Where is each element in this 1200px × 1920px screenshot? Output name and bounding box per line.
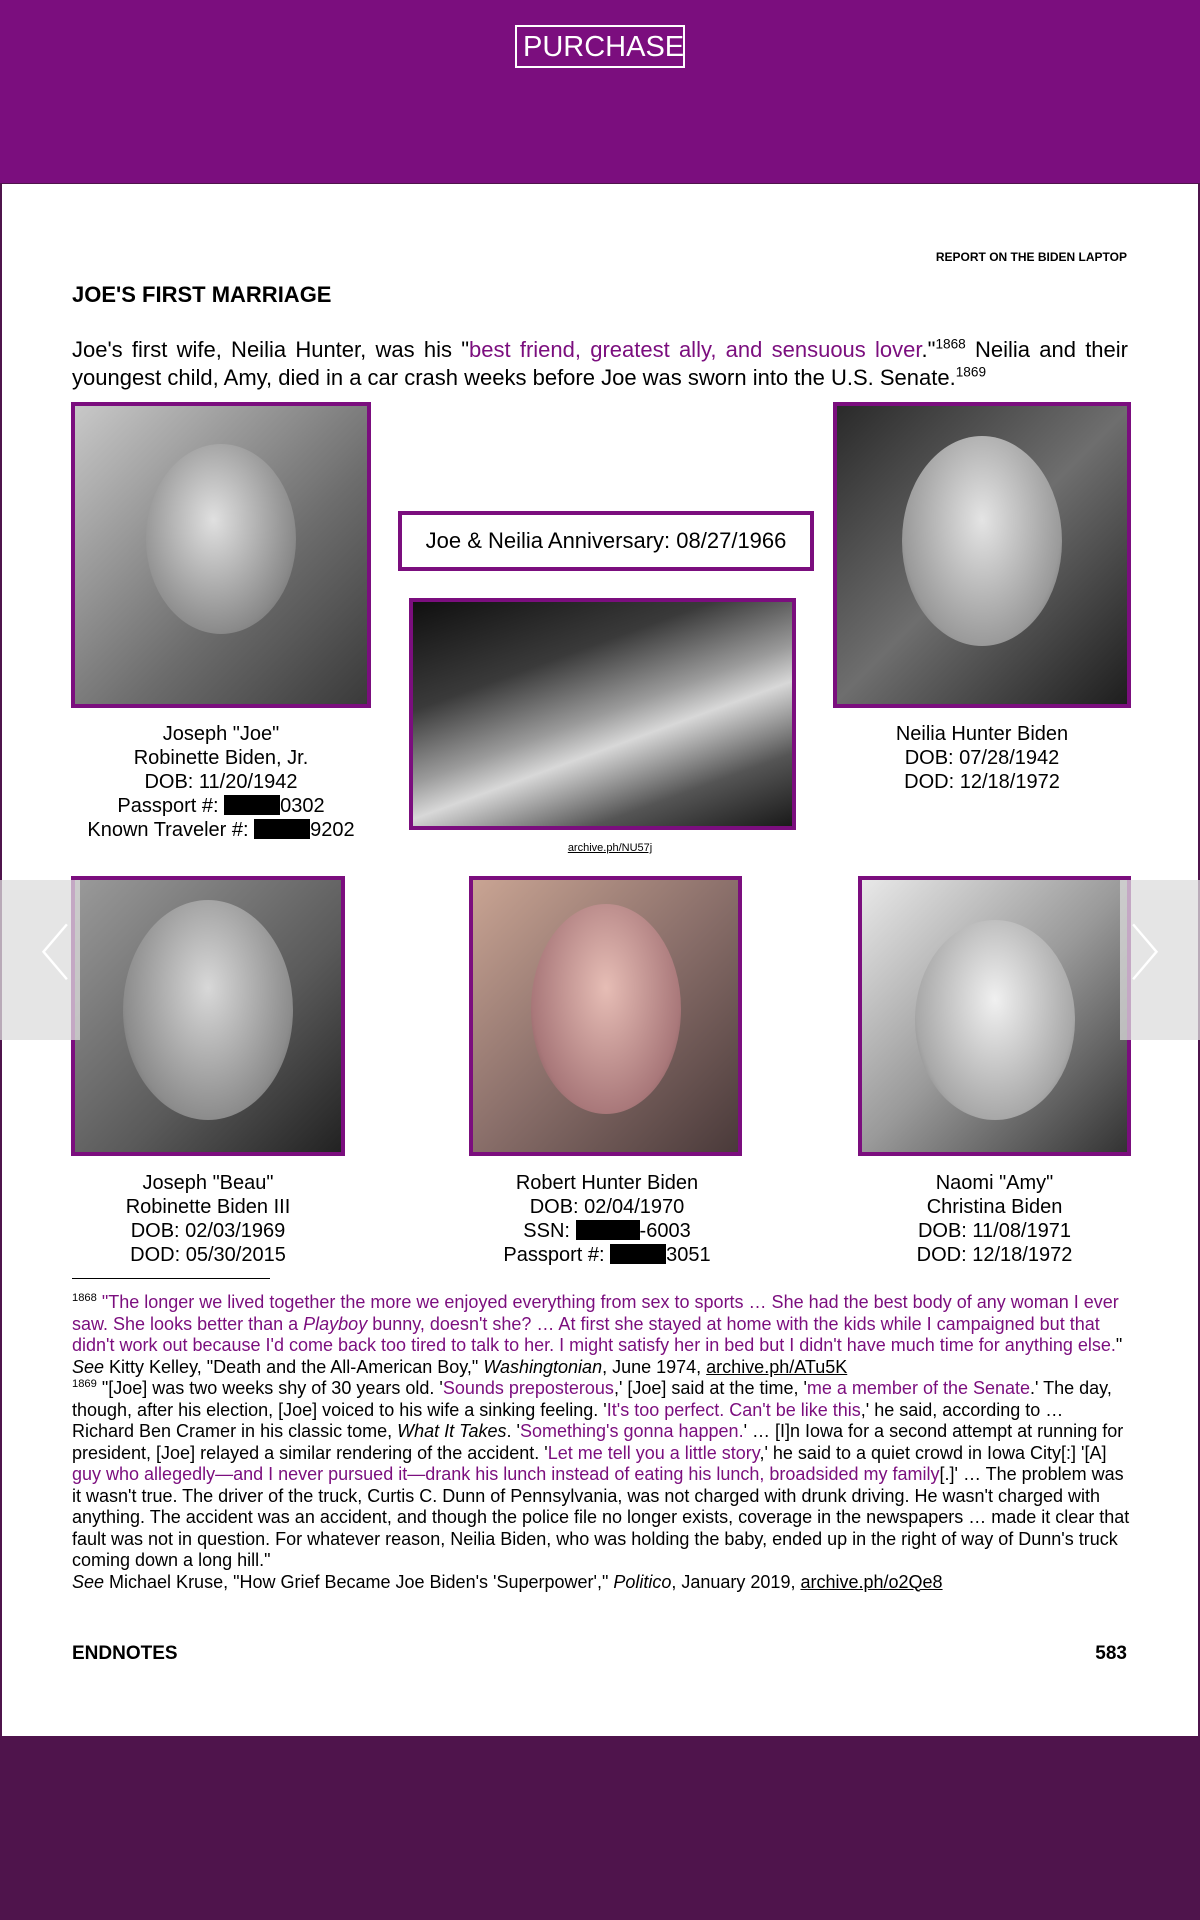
footer-section-label: ENDNOTES <box>72 1643 178 1664</box>
anniversary-box: Joe & Neilia Anniversary: 08/27/1966 <box>398 511 814 571</box>
purchase-button[interactable]: PURCHASE <box>515 25 685 68</box>
amy-caption: Naomi "Amy" Christina Biden DOB: 11/08/1971 DOD: 12/18/1972 <box>916 1172 1073 1266</box>
intro-paragraph: Joe's first wife, Neilia Hunter, was his "best friend, greatest ally, and sensuous lover."$^{1868}$ Neilia and their youngest child, Amy, died in a car crash weeks before Joe was sworn into the U.S. Senate.$^{1869}$ <box>72 336 1128 390</box>
viewer-background <box>0 1736 1200 1920</box>
top-bar <box>0 0 1200 183</box>
hunter-photo <box>469 876 742 1156</box>
document-page <box>2 184 1198 1736</box>
amy-photo <box>858 876 1131 1156</box>
joe-photo <box>71 402 371 708</box>
footnote-divider <box>72 1278 270 1279</box>
footnote-1869: $^{1869}$ "[Joe] was two weeks shy of 30 years old. 'Sounds preposterous,' [Joe] said at the time, 'me a member of the Senate.' The day, though, after his election, [Joe] voiced to his wife a sinking feeling. 'It's too perfect. Can't be like this,' he said, according to … Richard Ben Cramer in his classic tome, What It Takes. 'Something's gonna happen.' … [I]n Iowa for a second attempt at running for president, [Joe] relayed a similar rendering of the accident. 'Let me tell you a little story,' he said to a quiet crowd in Iowa City[:] '[A] guy who allegedly—and I never pursued it—drank his lunch instead of eating his lunch, broadsided my family[.]' … The problem was it wasn't true. The driver of the truck, Curtis C. Dunn of Pennsylvania, was not charged with drunk driving. He wasn't charged with anything. The accident was an accident, and though the police file no longer exists, coverage in the newspapers … made it clear that fault was not in question. For whatever reason, Neilia Biden, who was holding the baby, ended up in the right of way of Dunn's truck coming down a long hill." See Michael Kruse, "How Grief Became Joe Biden's 'Superpower'," Politico, January 2019, archive.ph/o2Qe8 <box>72 1378 1130 1592</box>
section-title: JOE'S FIRST MARRIAGE <box>72 282 332 307</box>
prev-page-arrow-icon[interactable]: 〈 <box>0 880 80 1040</box>
intro-quote: best friend, greatest ally, and sensuous lover <box>469 337 922 362</box>
hunter-caption: Robert Hunter Biden DOB: 02/04/1970 SSN: -6003 Passport #: 3051 <box>503 1172 711 1266</box>
footnote-ref-1869[interactable]: 1869 <box>955 364 987 380</box>
footnote-ref-1868[interactable]: 1868 <box>935 336 966 352</box>
redaction-bar <box>576 1220 640 1240</box>
redaction-bar <box>254 819 310 839</box>
next-page-arrow-icon[interactable]: 〉 <box>1120 880 1200 1040</box>
neilia-caption: Neilia Hunter Biden DOB: 07/28/1942 DOD: 12/18/1972 <box>895 723 1069 793</box>
archive-link[interactable]: archive.ph/NU57j <box>567 842 653 854</box>
footnote-link-atu5k[interactable]: archive.ph/ATu5K <box>706 1356 848 1377</box>
footnote-1868: $^{1868}$ "The longer we lived together the more we enjoyed everything from sex to sports … She had the best body of any woman I ever saw. She looks better than a Playboy bunny, doesn't she? … At first she stayed at home with the kids while I campaigned but that didn't work out because I'd come back too tired to talk to her. I might satisfy her in bed but I didn't have much time for anything else." See Kitty Kelley, "Death and the All-American Boy," Washingtonian, June 1974, archive.ph/ATu5K <box>72 1292 1123 1377</box>
joe-caption: Joseph "Joe" Robinette Biden, Jr. DOB: 11/20/1942 Passport #: 0302 Known Traveler #: 9202 <box>87 723 355 841</box>
redaction-bar <box>224 795 280 815</box>
beau-caption: Joseph "Beau" Robinette Biden III DOB: 02/03/1969 DOD: 05/30/2015 <box>125 1172 291 1266</box>
running-header: REPORT ON THE BIDEN LAPTOP <box>935 250 1127 264</box>
footnote-link-o2qe8[interactable]: archive.ph/o2Qe8 <box>800 1571 943 1592</box>
footnotes <box>72 1292 1130 1593</box>
neilia-photo <box>833 402 1131 708</box>
page-number: 583 <box>1095 1643 1127 1664</box>
beau-photo <box>71 876 345 1156</box>
redaction-bar <box>610 1244 666 1264</box>
car-wreck-photo <box>409 598 796 830</box>
